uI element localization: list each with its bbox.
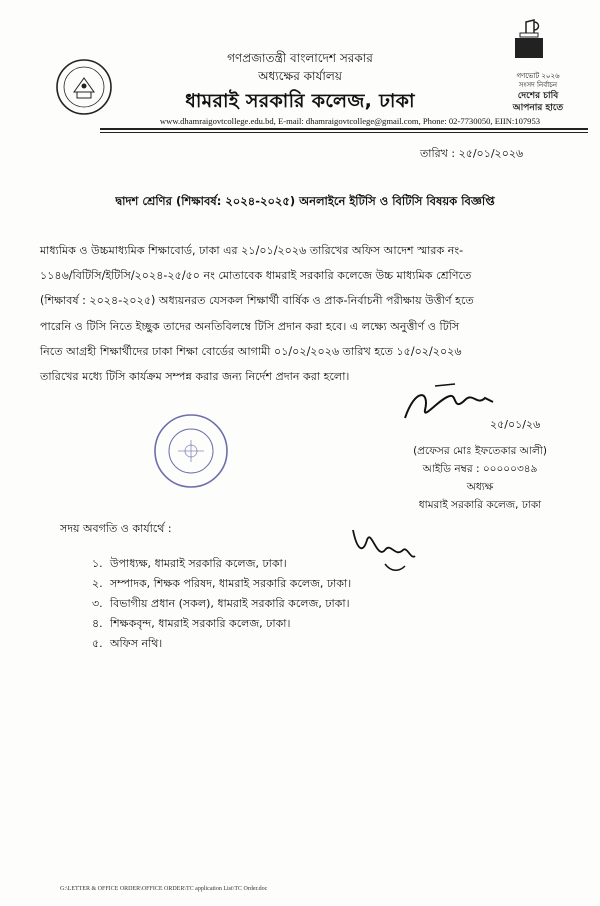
ballot-box-icon <box>512 18 546 60</box>
body-line: নিতে আগ্রহী শিক্ষার্থীদের ঢাকা শিক্ষা বোর্ডের আগামী ০১/০২/২০২৬ তারিখ হতে ১৫/০২/২০২৬ <box>40 345 462 358</box>
notice-subject: দ্বাদশ শ্রেণির (শিক্ষাবর্ষ: ২০২৪-২০২৫) অনলাইনে ইটিসি ও বিটিসি বিষয়ক বিজ্ঞপ্তি <box>115 194 495 208</box>
header-divider-thin <box>100 132 588 133</box>
list-item: ২. সম্পাদক, শিক্ষক পরিষদ, ধামরাই সরকারি কলেজ, ঢাকা। <box>92 577 352 590</box>
body-line: পারেনি ও টিসি নিতে ইচ্ছুক তাদের অনতিবিলম্বে টিসি প্রদান করা হবে। এ লক্ষ্যে অনুত্তীর্ণ ও টিসি <box>40 320 460 333</box>
header-divider <box>100 128 588 130</box>
body-line: তারিখের মধ্যে টিসি কার্যক্রম সম্পন্ন করার জন্য নির্দেশ প্রদান করা হলো। <box>40 370 350 383</box>
election-logo-line4: আপনার হাতে <box>512 103 564 113</box>
signer-designation: অধ্যক্ষ <box>466 481 494 493</box>
list-item: ৩. বিভাগীয় প্রধান (সকল), ধামরাই সরকারি কলেজ, ঢাকা। <box>92 597 350 610</box>
government-title: গণপ্রজাতন্ত্রী বাংলাদেশ সরকার <box>227 51 373 65</box>
list-item: ১. উপাধ্যক্ষ, ধামরাই সরকারি কলেজ, ঢাকা। <box>92 557 287 570</box>
file-path-footer: G:\LETTER & OFFICE ORDER\OFFICE ORDER\TC application List\TC Order.doc <box>60 886 268 892</box>
signer-college: ধামরাই সরকারি কলেজ, ঢাকা <box>418 499 542 511</box>
signer-id: আইডি নম্বর : ০০০০০৩৪৯ <box>422 463 538 475</box>
election-logo-line3: দেশের চাবি <box>517 91 559 101</box>
office-seal-stamp <box>152 412 230 490</box>
election-logo-line1: গণভোট ২০২৬ <box>516 72 560 80</box>
signer-name: (প্রফেসর মোঃ ইফতেকার আলী) <box>413 445 547 457</box>
initial-signature <box>345 520 425 580</box>
college-name: ধামরাই সরকারি কলেজ, ঢাকা <box>185 90 415 112</box>
office-title: অধ্যক্ষের কার্যালয় <box>258 69 342 83</box>
list-item: ৪. শিক্ষকবৃন্দ, ধামরাই সরকারি কলেজ, ঢাকা। <box>92 617 291 630</box>
body-line: ১১৪৬/বিটিসি/ইটিসি/২০২৪-২৫/৫০ নং মোতাবেক ধামরাই সরকারি কলেজে উচ্চ মাধ্যমিক শ্রেণিতে <box>40 269 472 282</box>
copy-to-heading: সদয় অবগতি ও কার্যার্থে : <box>60 522 172 535</box>
list-item: ৫. অফিস নথি। <box>92 637 163 650</box>
signature-date: ২৫/০১/২৬ <box>490 418 541 431</box>
contact-line: www.dhamraigovtcollege.edu.bd, E-mail: dhamraigovtcollege@gmail.com, Phone: 02-7730050, EIIN:107953 <box>159 116 541 126</box>
principal-signature <box>395 378 565 438</box>
body-line: (শিক্ষাবর্ষ : ২০২৪-২০২৫) অধ্যয়নরত যেসকল শিক্ষার্থী বার্ষিক ও প্রাক-নির্বাচনী পরীক্ষায় উত্তীর্ণ হতে <box>40 294 474 307</box>
election-logo-line2: সংসদ নির্বাচন <box>518 81 558 89</box>
notice-date: তারিখ : ২৫/০১/২০২৬ <box>420 147 524 160</box>
body-line: মাধ্যমিক ও উচ্চমাধ্যমিক শিক্ষাবোর্ড, ঢাকা এর ২১/০১/২০২৬ তারিখের অফিস আদেশ স্মারক নং- <box>40 244 464 257</box>
